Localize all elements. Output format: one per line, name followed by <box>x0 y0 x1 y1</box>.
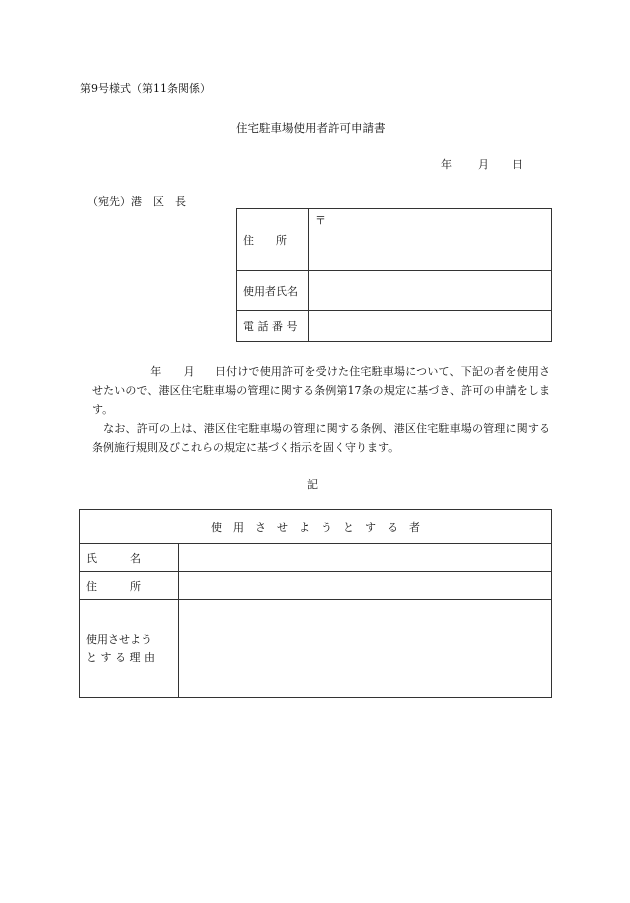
addressee <box>87 193 186 209</box>
user-table-header: 使 用 さ せ よ う と す る 者 <box>80 510 552 544</box>
user-name-label: 氏 名 <box>80 544 179 572</box>
user-address-field[interactable] <box>179 572 552 600</box>
applicant-phone-field[interactable] <box>309 311 552 342</box>
page-title: 住宅駐車場使用者許可申請書 <box>236 121 386 135</box>
applicant-address-label-cell <box>237 209 309 271</box>
ki-heading: 記 <box>307 478 318 491</box>
reason-label <box>80 600 179 698</box>
user-table <box>79 509 552 698</box>
reason-label-line-1: 使用させよう <box>86 632 152 646</box>
addressee-name: 港 区 長 <box>131 195 186 208</box>
reason-label-line-2: と す る 理 由 <box>86 650 155 664</box>
date-month: 月 <box>478 158 489 171</box>
body-text-1: 日付けで使用許可を受けた住宅駐車場について、下記の者を使用させたいので、港区住宅駐車場の管理に関する条例第17条の規定に基づき、許可の申請をします。 <box>92 365 551 416</box>
body-text-2: なお、許可の上は、港区住宅駐車場の管理に関する条例、港区住宅駐車場の管理に関する条例施行規則及びこれらの規定に基づく指示を固く守ります。 <box>92 422 550 454</box>
body-paragraph-2 <box>92 419 550 457</box>
form-number: 第9号様式（第11条関係） <box>80 82 211 95</box>
date-year: 年 <box>441 158 452 171</box>
applicant-address-label: 住 所 <box>243 233 287 247</box>
postal-mark: 〒 <box>315 214 326 227</box>
applicant-name-label: 使用者氏名 <box>237 271 309 311</box>
applicant-address-field[interactable] <box>309 209 552 271</box>
addressee-label: （宛先） <box>87 195 131 208</box>
body-paragraph-1 <box>92 362 550 419</box>
applicant-phone-label: 電 話 番 号 <box>237 311 309 342</box>
body-year: 年 <box>150 365 162 378</box>
user-name-field[interactable] <box>179 544 552 572</box>
user-address-label: 住 所 <box>80 572 179 600</box>
body-month: 月 <box>183 365 195 378</box>
reason-field[interactable] <box>179 600 552 698</box>
date-day: 日 <box>512 158 523 171</box>
applicant-name-field[interactable] <box>309 271 552 311</box>
applicant-table <box>236 208 552 342</box>
